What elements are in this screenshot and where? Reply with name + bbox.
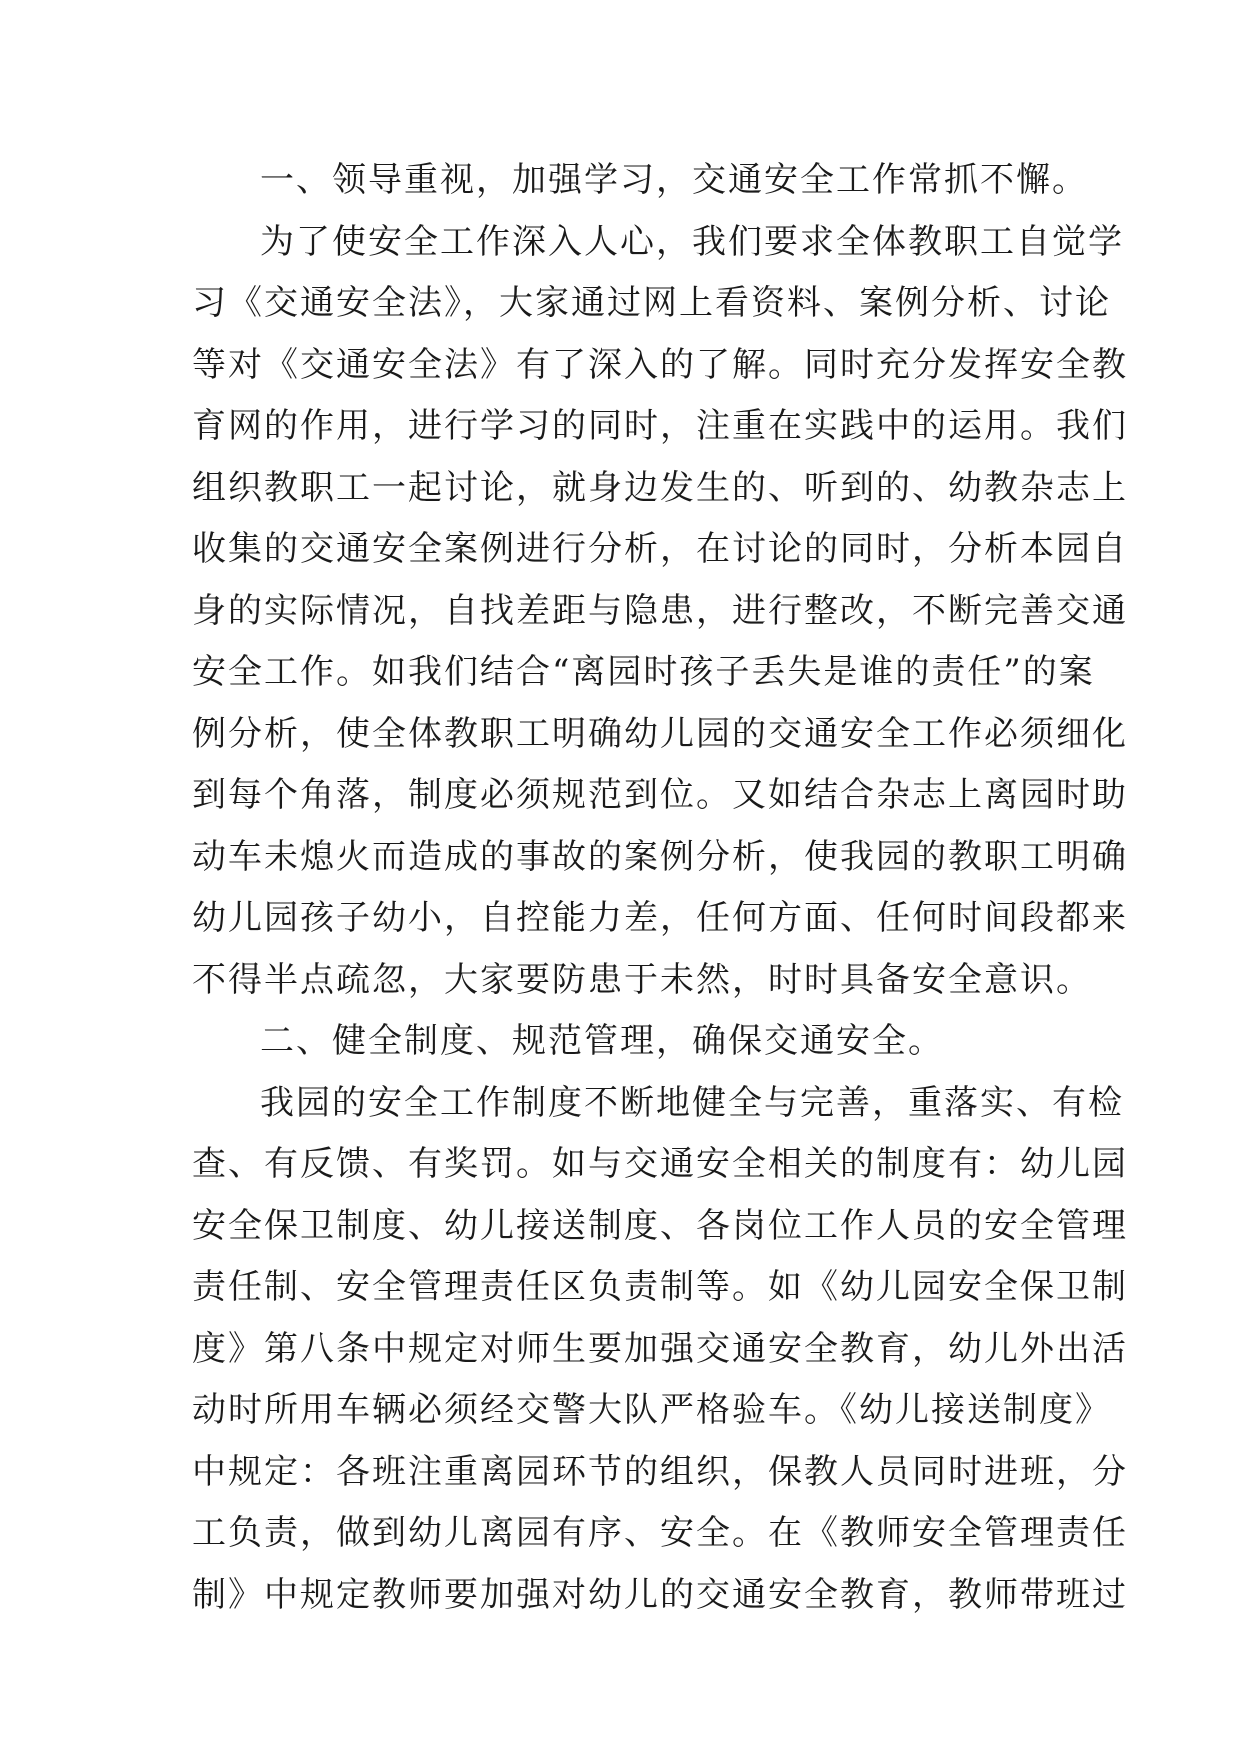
paragraph-line: 我园的安全工作制度不断地健全与完善，重落实、有检 <box>260 1082 1124 1123</box>
paragraph-1 <box>192 212 1128 1012</box>
paragraph-line: 收集的交通安全案例进行分析，在讨论的同时，分析本园自 <box>192 529 1128 569</box>
paragraph-line: 身的实际情况，自找差距与隐患，进行整改，不断完善交通 <box>192 590 1128 631</box>
paragraph-line: 工负责，做到幼儿离园有序、安全。在《教师安全管理责任 <box>192 1513 1128 1553</box>
paragraph-line: 为了使安全工作深入人心，我们要求全体教职工自觉学 <box>260 221 1124 262</box>
paragraph-line: 不得半点疏忽，大家要防患于未然，时时具备安全意识。 <box>192 959 1092 1000</box>
paragraph-line: 安全保卫制度、幼儿接送制度、各岗位工作人员的安全管理 <box>192 1205 1128 1246</box>
paragraph-line: 查、有反馈、有奖罚。如与交通安全相关的制度有：幼儿园 <box>192 1144 1128 1184</box>
paragraph-line: 制》中规定教师要加强对幼儿的交通安全教育，教师带班过 <box>192 1574 1128 1615</box>
paragraph-line: 例分析，使全体教职工明确幼儿园的交通安全工作必须细化 <box>192 713 1128 754</box>
paragraph-2 <box>192 1073 1128 1627</box>
paragraph-line: 组织教职工一起讨论，就身边发生的、听到的、幼教杂志上 <box>192 467 1128 508</box>
document-page <box>192 150 1128 1626</box>
paragraph-line: 中规定：各班注重离园环节的组织，保教人员同时进班，分 <box>192 1451 1128 1492</box>
paragraph-line: 育网的作用，进行学习的同时，注重在实践中的运用。我们 <box>192 406 1128 446</box>
paragraph-line: 等对《交通安全法》有了深入的了解。同时充分发挥安全教 <box>192 344 1128 385</box>
paragraph-line: 幼儿园孩子幼小，自控能力差，任何方面、任何时间段都来 <box>192 898 1128 938</box>
paragraph-line: 动车未熄火而造成的事故的案例分析，使我园的教职工明确 <box>192 836 1128 877</box>
paragraph-line: 习《交通安全法》，大家通过网上看资料、案例分析、讨论 <box>192 283 1111 323</box>
paragraph-line: 度》第八条中规定对师生要加强交通安全教育，幼儿外出活 <box>192 1328 1128 1369</box>
heading-line: 一、领导重视，加强学习，交通安全工作常抓不懈。 <box>260 160 1088 200</box>
paragraph-line: 安全工作。如我们结合“离园时孩子丢失是谁的责任”的案 <box>192 652 1095 692</box>
section-heading-1 <box>192 150 1088 212</box>
section-heading-2 <box>192 1011 1054 1073</box>
heading-line: 二、健全制度、规范管理，确保交通安全。 <box>260 1021 944 1061</box>
paragraph-line: 动时所用车辆必须经交警大队严格验车。《幼儿接送制度》 <box>192 1390 1111 1430</box>
paragraph-line: 责任制、安全管理责任区负责制等。如《幼儿园安全保卫制 <box>192 1267 1128 1307</box>
paragraph-line: 到每个角落，制度必须规范到位。又如结合杂志上离园时助 <box>192 775 1128 815</box>
